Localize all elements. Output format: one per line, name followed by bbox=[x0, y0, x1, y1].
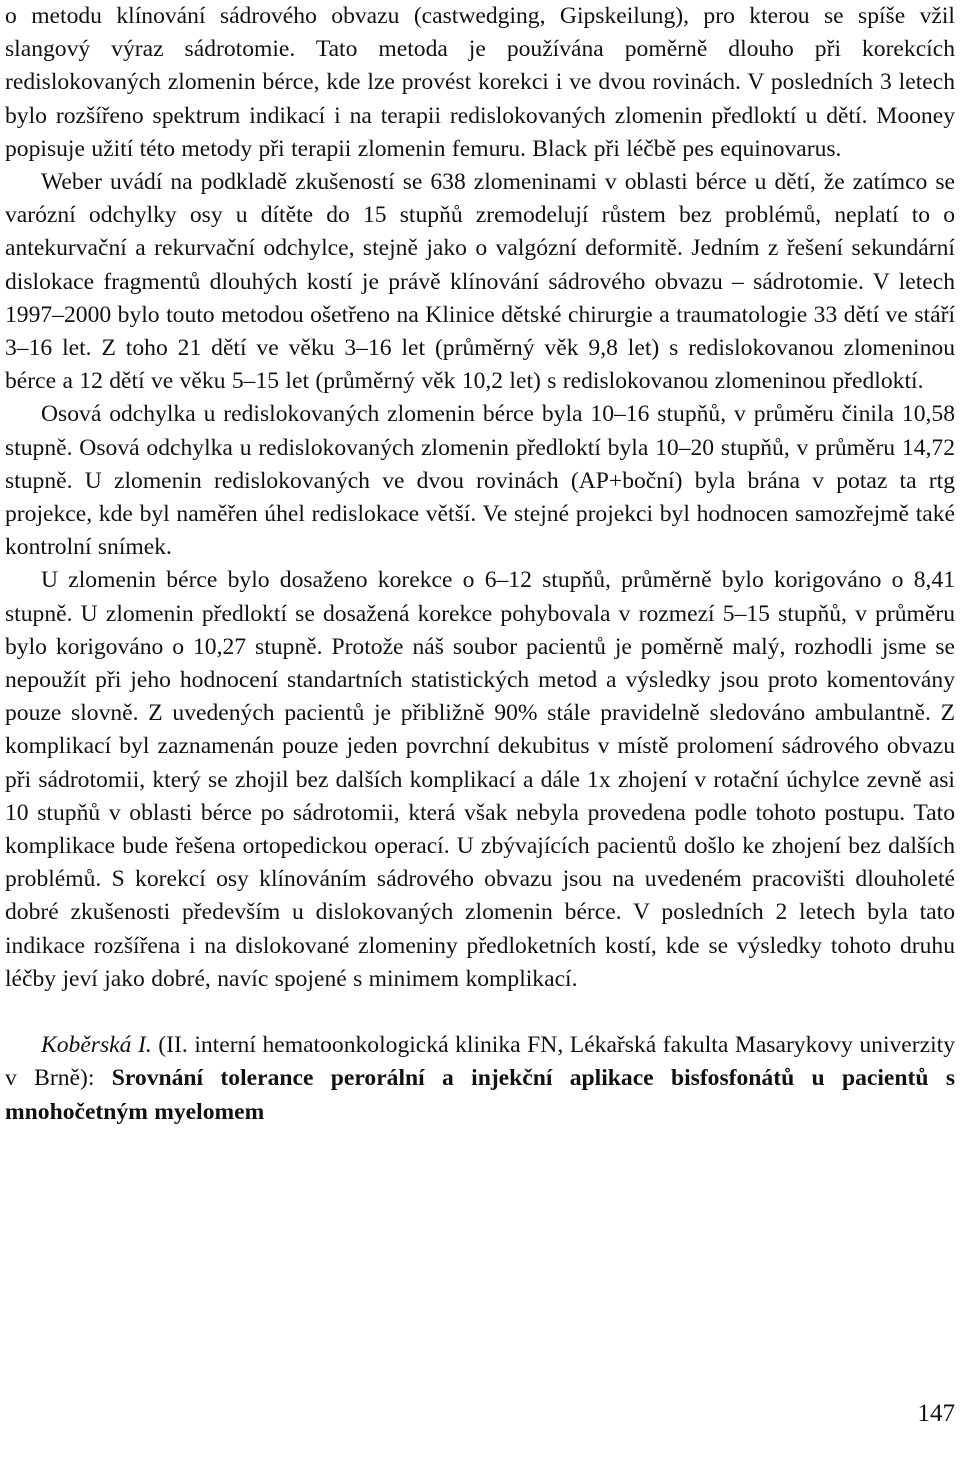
document-page bbox=[5, 0, 955, 1129]
body-paragraph-2: Weber uvádí na podkladě zkušeností se 638 zlomeninami v oblasti bérce u dětí, že zatímco se varózní odchylky osy u dítěte do 15 stupňů zremodelují růstem bez problémů, neplatí to o antekurvační a rekurvační odchylce, stejně jako o valgózní deformitě. Jedním z řešení sekundární dislokace fragmentů dlouhých kostí je právě klínování sádrového obvazu – sádrotomie. V letech 1997–2000 bylo touto metodou ošetřeno na Klinice dětské chirurgie a traumatologie 33 dětí ve stáří 3–16 let. Z toho 21 dětí ve věku 3–16 let (průměrný věk 9,8 let) s redislokovanou zlomeninou bérce a 12 dětí ve věku 5–15 let (průměrný věk 10,2 let) s redislokovanou zlomeninou předloktí. bbox=[5, 169, 955, 395]
abstract-title: Srovnání tolerance perorální a injekční aplikace bisfosfonátů u pacientů s mnohočetným myelomem bbox=[5, 1065, 955, 1125]
body-paragraph-3: Osová odchylka u redislokovaných zlomenin bérce byla 10–16 stupňů, v průměru činila 10,58 stupně. Osová odchylka u redislokovaných zlomenin předloktí byla 10–20 stupňů, v průměru 14,72 stupně. U zlomenin redislokovaných ve dvou rovinách (AP+boční) byla brána v potaz ta rtg projekce, kde byl naměřen úhel redislokace větší. Ve stejné projekci byl hodnocen samozřejmě také kontrolní snímek. bbox=[5, 401, 955, 561]
abstract-author: Koběrská I. bbox=[41, 1032, 152, 1059]
page-number: 147 bbox=[917, 1400, 955, 1427]
body-paragraph-1: o metodu klínování sádrového obvazu (castwedging, Gipskeilung), pro kterou se spíše vžil slangový výraz sádrotomie. Tato metoda je používána poměrně dlouho při korekcích redislokovaných zlomenin bérce, kde lze provést korekci i ve dvou rovinách. V posledních 3 letech bylo rozšířeno spektrum indikací i na terapii redislokovaných zlomenin předloktí u dětí. Mooney popisuje užití této metody při terapii zlomenin femuru. Black při léčbě pes equinovarus. bbox=[5, 3, 955, 162]
abstract-heading bbox=[5, 1029, 955, 1129]
abstract-affiliation: (II. interní hematoonkologická klinika FN, Lékařská fakulta Masarykovy univerzity v Brně): bbox=[5, 1032, 956, 1092]
body-paragraph-4: U zlomenin bérce bylo dosaženo korekce o 6–12 stupňů, průměrně bylo korigováno o 8,41 stupně. U zlomenin předloktí se dosažená korekce pohybovala v rozmezí 5–15 stupňů, v průměru bylo korigováno o 10,27 stupně. Protože náš soubor pacientů je poměrně malý, rozhodli jsme se nepoužít při jeho hodnocení standartních statistických metod a výsledky jsou proto komentovány pouze slovně. Z uvedených pacientů je přibližně 90% stále pravidelně sledováno ambulantně. Z komplikací byl zaznamenán pouze jeden povrchní dekubitus v místě prolomení sádrového obvazu při sádrotomii, který se zhojil bez dalších komplikací a dále 1x zhojení v rotační úchylce zevně asi 10 stupňů v oblasti bérce po sádrotomii, která však nebyla provedena podle tohoto postupu. Tato komplikace bude řešena ortopedickou operací. U zbývajících pacientů došlo ke zhojení bez dalších problémů. S korekcí osy klínováním sádrového obvazu jsou na uvedeném pracovišti dlouholeté dobré zkušenosti především u dislokovaných zlomenin bérce. V posledních 2 letech byla tato indikace rozšířena i na dislokované zlomeniny předloketních kostí, kde se výsledky tohoto druhu léčby jeví jako dobré, navíc spojené s minimem komplikací. bbox=[5, 567, 955, 992]
